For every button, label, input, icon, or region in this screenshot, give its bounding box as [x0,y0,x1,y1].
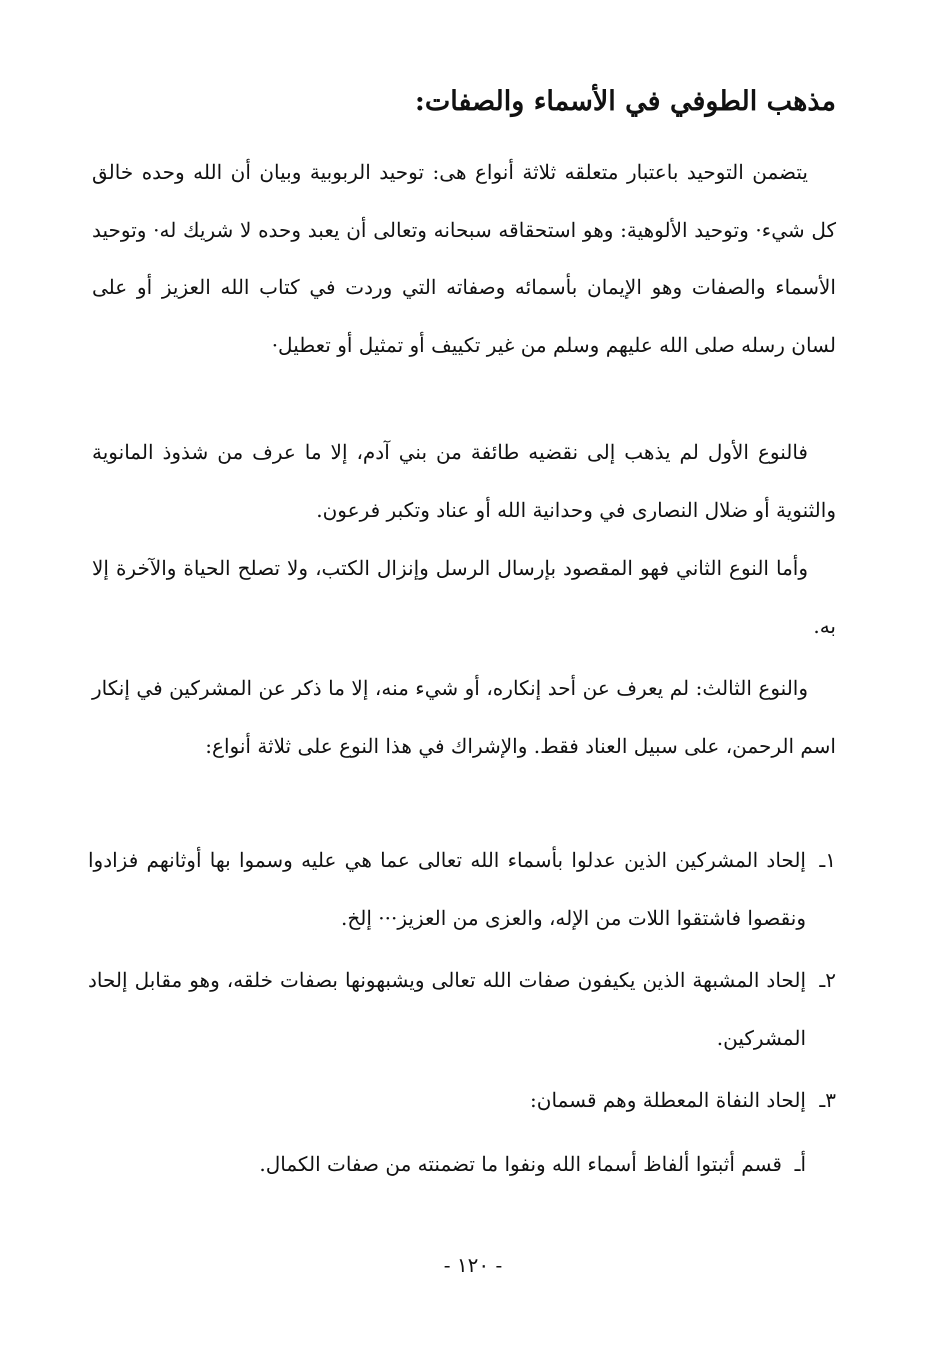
paragraph-second-type: وأما النوع الثاني فهو المقصود بإرسال الرسل وإنزال الكتب، ولا تصلح الحياة والآخرة إلا به. [92,556,836,638]
paragraph-first-type: فالنوع الأول لم يذهب إلى نقضيه طائفة من بني آدم، إلا ما عرف من شذوذ المانوية والثنوية أو ضلال النصارى في وحدانية الله أو عناد وتكبر فرعون. [92,440,836,522]
list-item-text: إلحاد المشبهة الذين يكيفون صفات الله تعالى ويشبهونها بصفات خلقه، وهو مقابل إلحاد المشركين. [88,968,806,1050]
list-item-text: إلحاد النفاة المعطلة وهم قسمان: [530,1088,806,1112]
list-item-number: ٢ـ [819,968,836,992]
list-item-number: ١ـ [819,848,836,872]
sublist-item-text: قسم أثبتوا ألفاظ أسماء الله ونفوا ما تضمنته من صفات الكمال. [259,1152,782,1176]
list-item-text: إلحاد المشركين الذين عدلوا بأسماء الله تعالى عما هي عليه وسموا بها أوثانهم فزادوا ونقصوا فاشتقوا اللات من الإله، والعزى من العزيز··· إلخ. [88,848,806,930]
list-item-number: ٣ـ [819,1088,836,1112]
list-item [88,832,836,947]
sublist-item-number: أـ [794,1152,806,1176]
paragraph-third-type: والنوع الثالث: لم يعرف عن أحد إنكاره، أو شيء منه، إلا ما ذكر عن المشركين في إنكار اسم الرحمن، على سبيل العناد فقط. والإشراك في هذا النوع على ثلاثة أنواع: [92,676,836,758]
list-item [88,952,836,1067]
list-item [88,1072,836,1130]
page-number: - ١٢٠ - [443,1253,503,1277]
sublist-item [120,1136,806,1194]
paragraph-tawhid-types: يتضمن التوحيد باعتبار متعلقه ثلاثة أنواع هى: توحيد الربوبية وبيان أن الله وحده خالق كل شيء· وتوحيد الألوهية: وهو استحقاقه سبحانه وتعالى أن يعبد وحده لا شريك له· وتوحيد الأسماء والصفات وهو الإيمان بأسمائه وصفاته التي وردت في كتاب الله العزيز أو على لسان رسله صلى الله عليهم وسلم من غير تكييف أو تمثيل أو تعطيل· [92,160,836,357]
section-heading: مذهب الطوفي في الأسماء والصفات: [414,86,836,117]
